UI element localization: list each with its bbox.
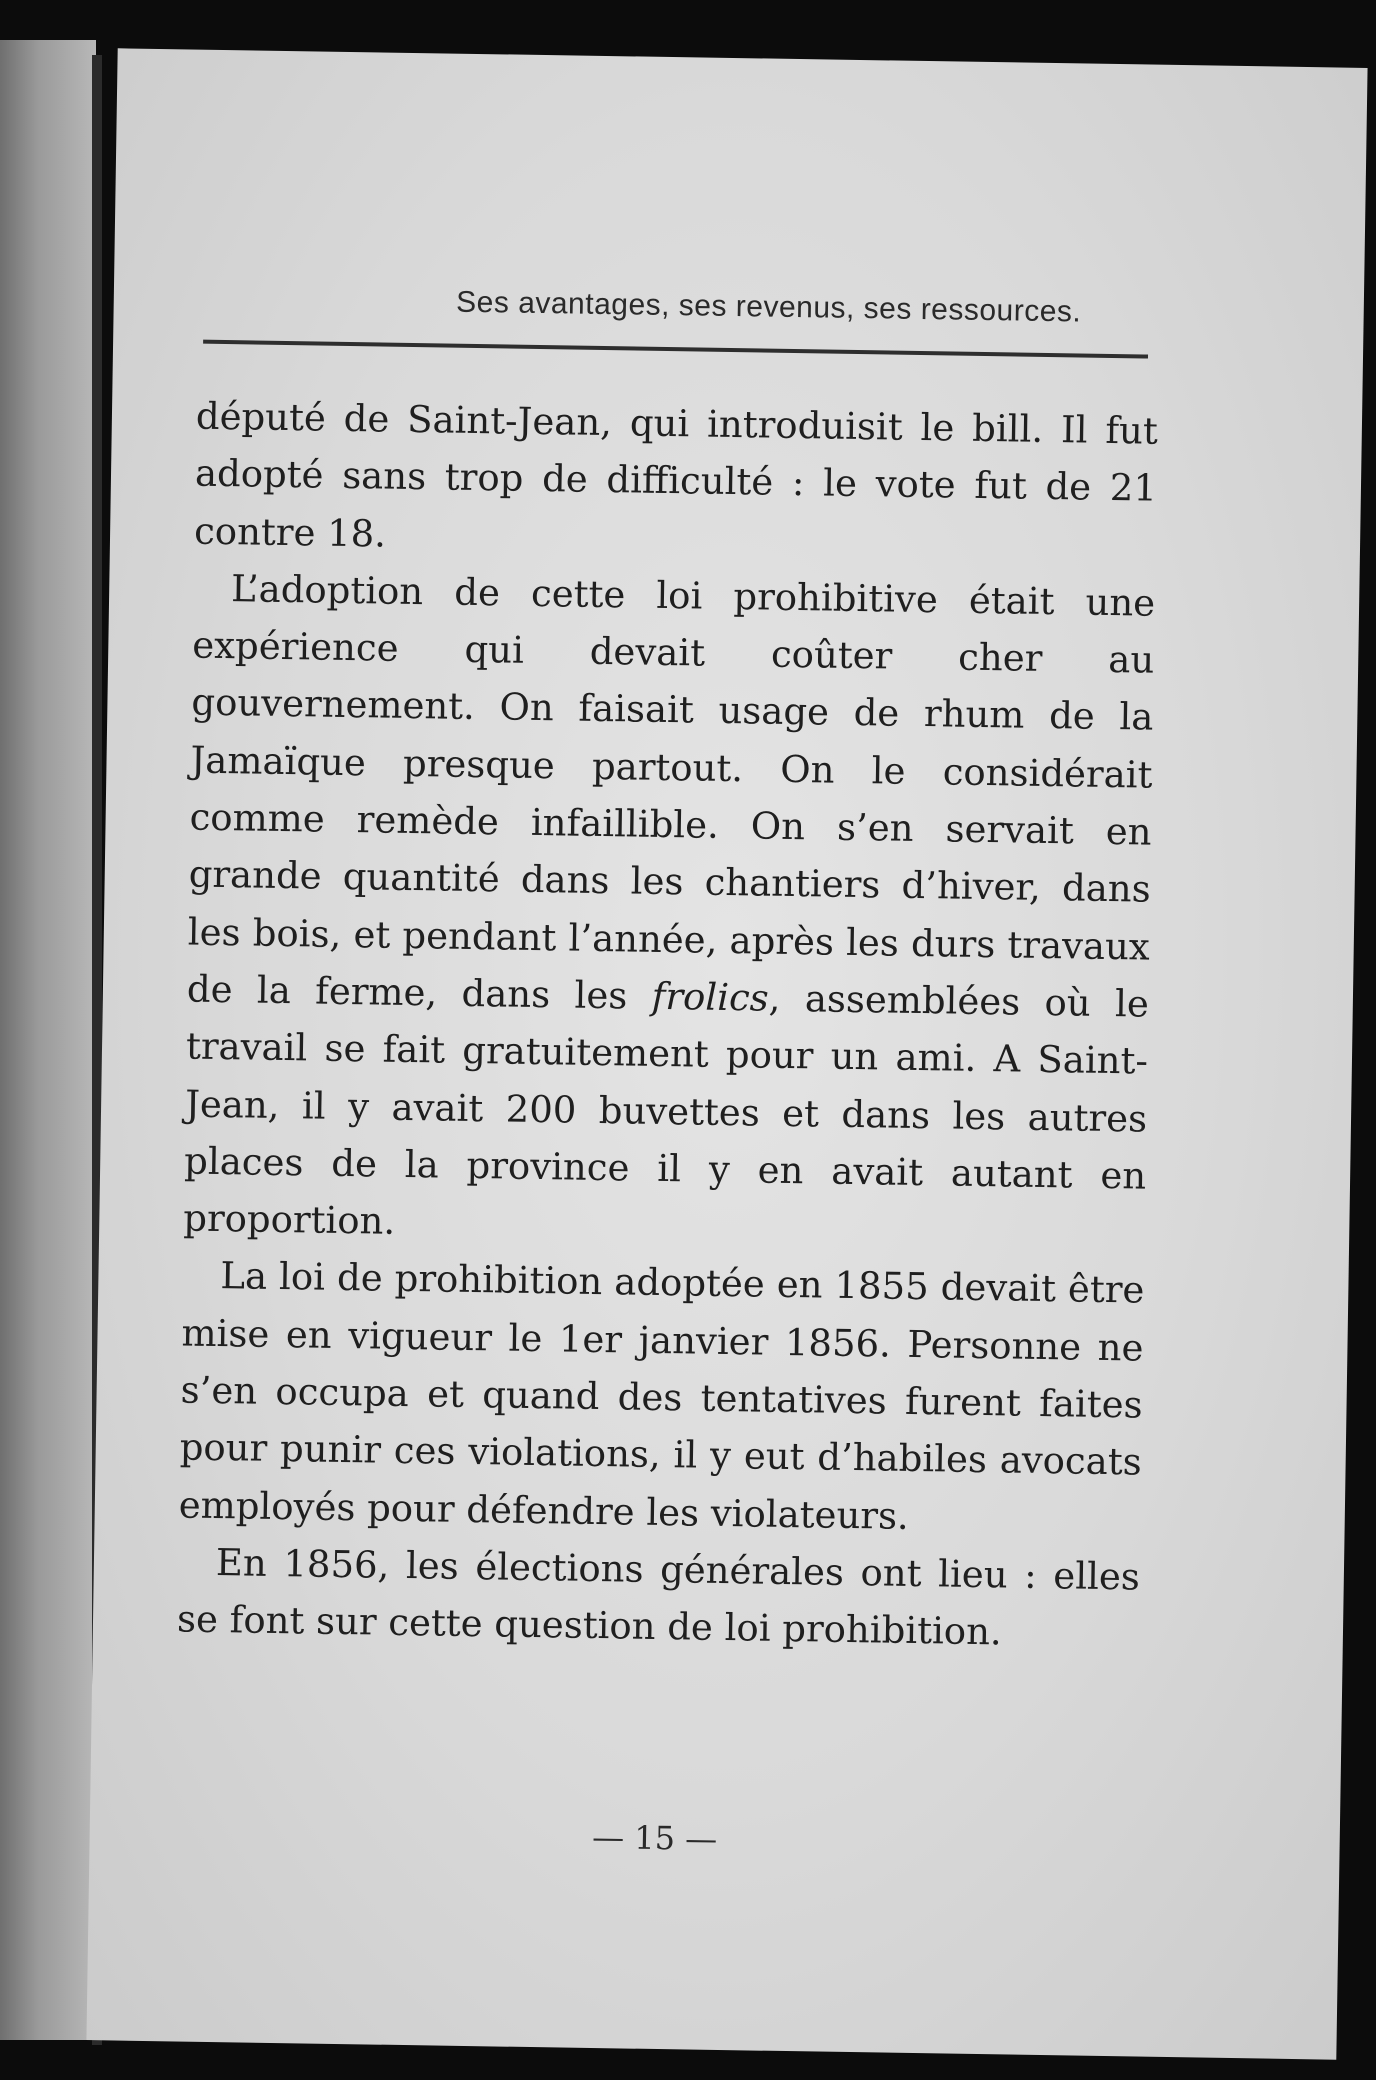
paragraph-4: En 1856, les élections générales ont lieu : elles se font sur cette question de loi prohibition.	[176, 1540, 1141, 1654]
running-header: Ses avantages, ses revenus, ses ressources.	[455, 285, 1082, 329]
facing-page-edge	[0, 40, 96, 2040]
paragraph-2	[183, 559, 1156, 1262]
paragraph-2-text-b: , assemblées où le travail se fait gratuitement pour un ami. A Saint-Jean, il y avait 200 buvettes et dans les autres places de la province il y en avait autant en proportion.	[183, 976, 1150, 1243]
paragraph-1: député de Saint-Jean, qui introduisit le bill. Il fut adopté sans trop de difficulté : le vote fut de 21 contre 18.	[193, 394, 1159, 556]
page-number: — 15 —	[591, 1817, 718, 1858]
paragraph-2-text-a: L’adoption de cette loi prohibitive était une expérience qui devait coûter cher au gouvernement. On faisait usage de rhum de la Jamaïque presque partout. On le considérait comme remède infaillible. On s’en servait en grande quantité dans les chantiers d’hiver, dans les bois, et pendant l’année, après les durs travaux de la ferme, dans les	[186, 567, 1156, 1018]
paragraph-3: La loi de prohibition adoptée en 1855 devait être mise en vigueur le 1er janvier 1856. Personne ne s’en occupa et quand des tentatives furent faites pour punir ces violations, il y eut d’habiles avocats employés pour défendre les violateurs.	[178, 1254, 1145, 1538]
header-rule	[203, 340, 1148, 359]
page-body	[177, 388, 1159, 1663]
book-page	[86, 48, 1367, 2059]
italic-term-frolics: frolics	[651, 974, 770, 1020]
